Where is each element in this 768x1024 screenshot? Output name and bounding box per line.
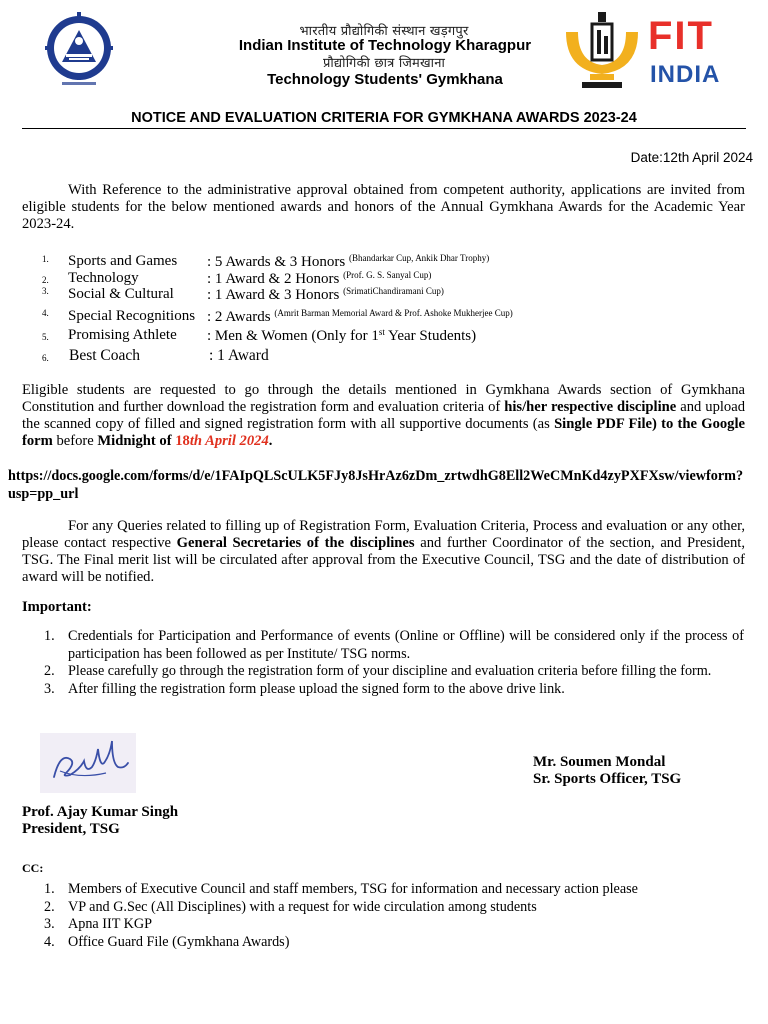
award-category: Technology [68,270,139,286]
award-number: 4. [42,308,49,318]
award-value: : 1 Award [209,347,269,364]
eligibility-paragraph: Eligible students are requested to go through the details mentioned in Gymkhana Awards section of Gymkhana Constitution and further download the registration form and evaluation criteria of his/her respective discipline and upload the scanned copy of filled and signed registration form with all supportive documents (as Single PDF File) to the Google form before Midnight of 18th April 2024. [22,382,746,449]
list-item: 1. Members of Executive Council and staff members, TSG for information and necessary action please [44,881,638,897]
list-item: 3. Apna IIT KGP [44,916,153,932]
iit-kgp-logo [44,10,114,88]
award-category: Best Coach [69,347,141,364]
award-value: : 2 Awards $^{(Amrit Barman Memorial Award \& Prof. Ashoke Mukherjee Cup)}$ [207,308,513,325]
title-divider [22,128,746,129]
list-item: 2. Please carefully go through the registration form of your discipline and evaluation criteria before filling the form. [44,663,712,679]
award-number: 3. [42,286,49,296]
award-number: 6. [42,353,49,363]
award-category: Promising Athlete [68,327,177,343]
award-category: Special Recognitions [68,308,196,324]
signature-image [40,733,136,793]
fit-logo-top-text: FIT [648,14,714,58]
list-item: 1. Credentials for Participation and Performance of events (Online or Offline) will be considered only if the process of participation has been followed as per Institute/ TSG norms. [44,628,744,662]
award-number: 5. [42,332,49,342]
award-note: (Bhandarkar Cup, Ankik Dhar Trophy) [348,253,490,263]
google-form-link[interactable]: https://docs.google.com/forms/d/e/1FAIpQLScULK5FJy8JsHrAz6zDm_zrtwdhG8Ell2WeCMnKd4zyPXFXsw/viewform?usp=pp_url [8,468,744,502]
list-item: 2. VP and G.Sec (All Disciplines) with a request for wide circulation among students [44,898,537,915]
hindi-institute-name: भारतीय प्रौद्योगिकी संस्थान खड़गपुर [299,24,469,39]
list-item: 4. Office Guard File (Gymkhana Awards) [44,933,290,950]
award-category: Social & Cultural [68,286,174,302]
award-number: 2. [42,275,49,285]
award-number: 1. [42,254,49,264]
important-list [22,628,744,698]
deadline-date: 18 [175,433,190,449]
gymkhana-name: Technology Students' Gymkhana [267,71,503,88]
award-value: : 5 Awards & 3 Honors $^{(Bhandarkar Cup, Ankik Dhar Trophy)}$ [207,253,490,270]
award-value: : Men & Women (Only for 1st Year Students) [207,327,477,344]
cc-list [22,881,744,951]
cc-label: CC: [22,861,44,875]
fit-logo-bottom-text: INDIA [650,61,721,88]
hindi-gymkhana-name: प्रौद्योगिकी छात्र जिमखाना [322,56,446,71]
award-category: Sports and Games [68,253,178,269]
notice-title: NOTICE AND EVALUATION CRITERIA FOR GYMKHANA AWARDS 2023-24 [131,110,637,126]
fit-india-logo [562,10,738,92]
intro-paragraph: With Reference to the administrative approval obtained from competent authority, applications are invited from eligible students for the below mentioned awards and honors of the Annual Gymkhana Awards for the Academic Year 2023-24. [22,182,745,232]
left-signatory-title: President, TSG [22,821,120,837]
award-note: (Prof. G. S. Sanyal Cup) [343,270,432,280]
right-signatory-title: Sr. Sports Officer, TSG [533,771,682,787]
institute-name: Indian Institute of Technology Kharagpur [238,37,532,54]
left-signatory-name: Prof. Ajay Kumar Singh [22,804,179,820]
award-note: (SrimatiChandiramani Cup) [343,286,444,296]
notice-date: Date:12th April 2024 [630,150,753,165]
right-signatory-name: Mr. Soumen Mondal [533,754,666,770]
queries-paragraph: For any Queries related to filling up of Registration Form, Evaluation Criteria, Process and evaluation or any other, please contact respective General Secretaries of the disciplines and further Coordinator of the section, and President, TSG. The Final merit list will be circulated after approval from the Executive Council, TSG and the date of distribution of award will be notified. [22,518,745,585]
important-heading: Important: [22,599,92,615]
award-note: (Amrit Barman Memorial Award & Prof. Ashoke Mukherjee Cup) [274,308,513,318]
award-value: : 1 Award & 3 Honors $^{(SrimatiChandiramani Cup)}$ [207,286,444,303]
award-value: : 1 Award & 2 Honors $^{(Prof. G. S. Sanyal Cup)}$ [207,270,432,287]
list-item: 3. After filling the registration form please upload the signed form to the above drive link. [44,680,565,697]
